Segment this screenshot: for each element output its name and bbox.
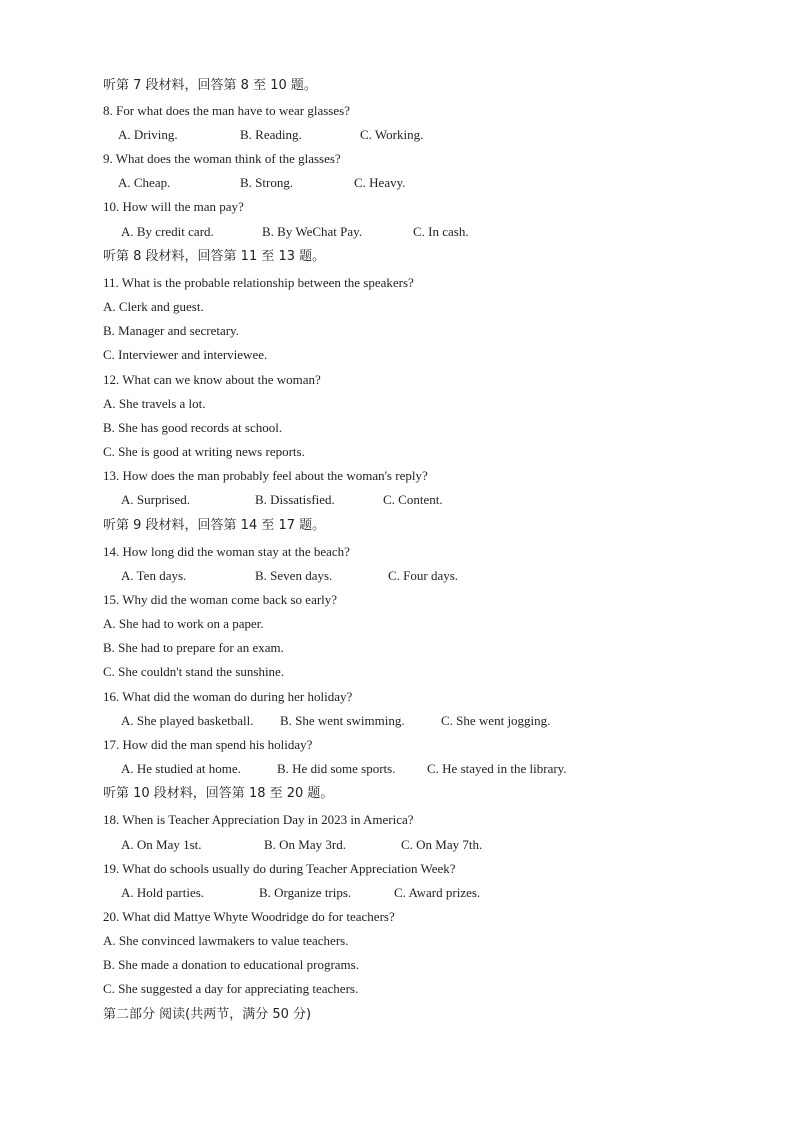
section-heading: 听第 9 段材料，回答第 14 至 17 题。 [103,518,326,533]
option: B. She went swimming. [280,713,405,728]
option: A. She travels a lot. [103,396,206,411]
option: B. Dissatisfied. [255,492,335,507]
option: B. She had to prepare for an exam. [103,640,284,655]
option: B. By WeChat Pay. [262,224,363,239]
option: A. She convinced lawmakers to value teachers. [103,933,349,948]
option: A. Driving. [118,127,178,142]
option: C. She went jogging. [441,713,551,728]
question-13: 13. How does the man probably feel about the woman's reply? [103,468,428,483]
option: C. Heavy. [354,175,406,190]
option: A. On May 1st. [121,837,202,852]
question-18: 18. When is Teacher Appreciation Day in 2023 in America? [103,812,414,827]
section-heading: 听第 7 段材料，回答第 8 至 10 题。 [103,78,317,93]
option: C. She couldn't stand the sunshine. [103,664,285,679]
option: C. Award prizes. [394,885,481,900]
option: C. On May 7th. [401,837,483,852]
question-15: 15. Why did the woman come back so early? [103,592,338,607]
option: A. Hold parties. [121,885,205,900]
option: C. Content. [383,492,443,507]
option: A. Ten days. [121,568,187,583]
option: A. Clerk and guest. [103,299,204,314]
question-14: 14. How long did the woman stay at the beach? [103,544,350,559]
option: A. By credit card. [121,224,214,239]
option: B. He did some sports. [277,761,396,776]
option: B. Seven days. [255,568,333,583]
part-two-heading: 第二部分 阅读(共两节，满分 50 分) [103,1007,312,1022]
option: B. She has good records at school. [103,420,283,435]
option: C. In cash. [413,224,469,239]
question-9: 9. What does the woman think of the glasses? [103,151,341,166]
question-11: 11. What is the probable relationship between the speakers? [103,275,414,290]
option: B. She made a donation to educational programs. [103,957,359,972]
question-10: 10. How will the man pay? [103,199,244,214]
question-12: 12. What can we know about the woman? [103,372,321,387]
option: A. Surprised. [121,492,190,507]
question-8: 8. For what does the man have to wear glasses? [103,103,350,118]
option: C. Four days. [388,568,459,583]
option: B. Reading. [240,127,302,142]
option: A. She had to work on a paper. [103,616,264,631]
option: C. She is good at writing news reports. [103,444,305,459]
option: C. She suggested a day for appreciating teachers. [103,981,359,996]
option: B. Manager and secretary. [103,323,239,338]
question-20: 20. What did Mattye Whyte Woodridge do for teachers? [103,909,395,924]
option: B. Organize trips. [259,885,352,900]
question-17: 17. How did the man spend his holiday? [103,737,313,752]
section-heading: 听第 10 段材料，回答第 18 至 20 题。 [103,786,334,801]
question-16: 16. What did the woman do during her holiday? [103,689,353,704]
option: C. Interviewer and interviewee. [103,347,268,362]
option: C. Working. [360,127,424,142]
option: B. On May 3rd. [264,837,346,852]
section-heading: 听第 8 段材料，回答第 11 至 13 题。 [103,249,326,264]
question-19: 19. What do schools usually do during Teacher Appreciation Week? [103,861,456,876]
option: C. He stayed in the library. [427,761,567,776]
option: A. She played basketball. [121,713,254,728]
option: A. He studied at home. [121,761,241,776]
option: A. Cheap. [118,175,171,190]
option: B. Strong. [240,175,294,190]
